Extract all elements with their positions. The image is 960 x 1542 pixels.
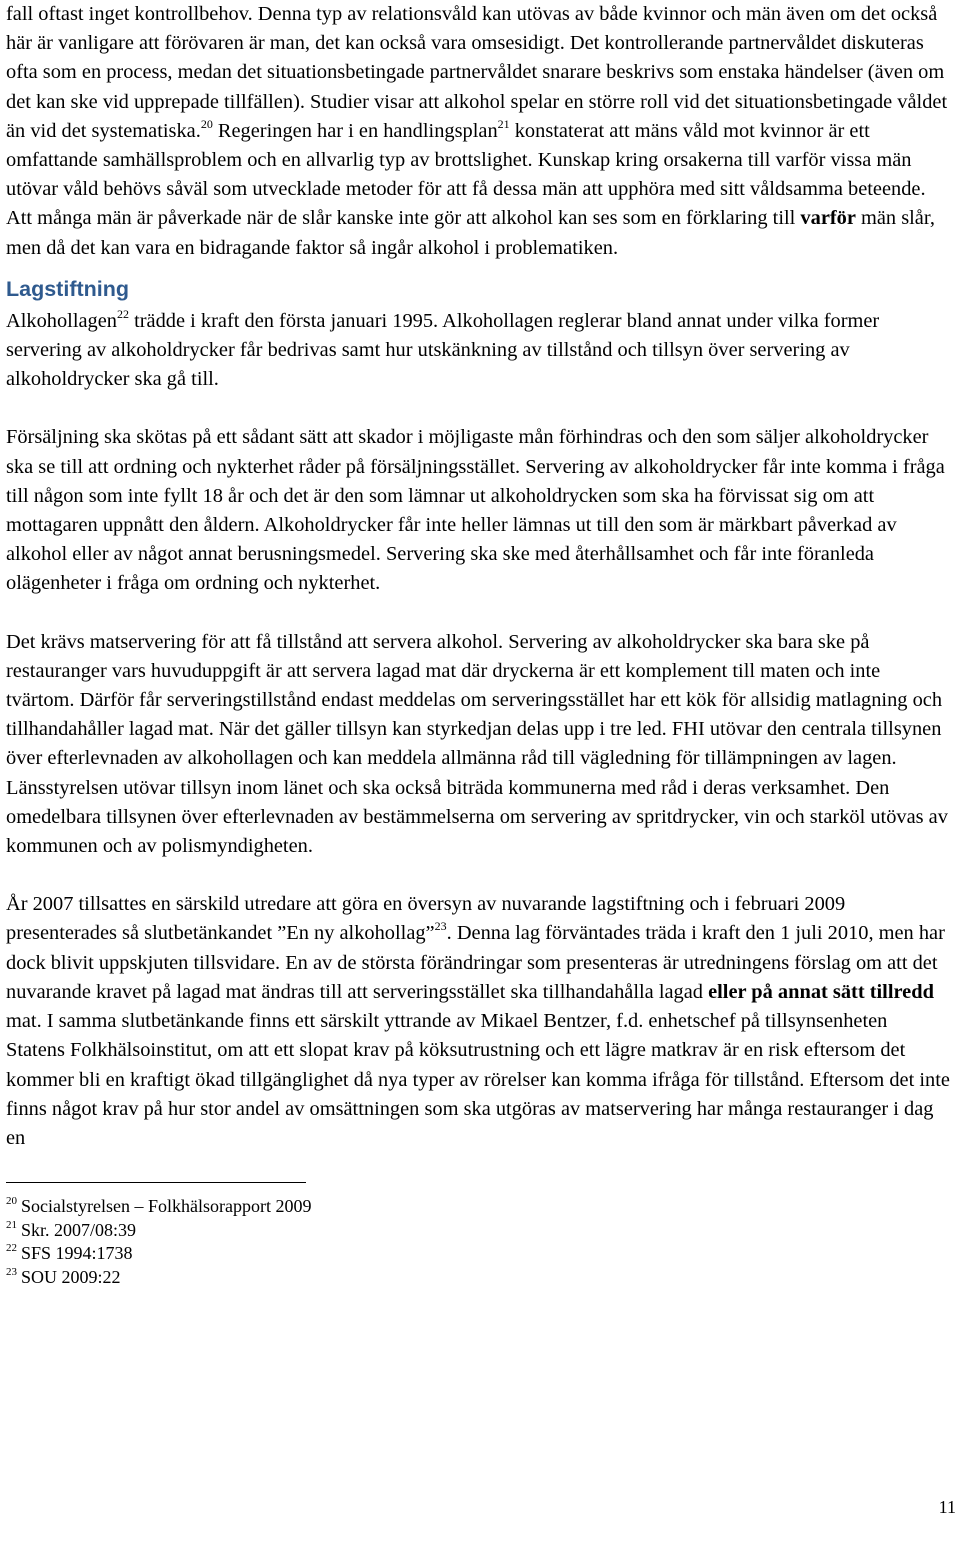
- footnote-ref: 21: [497, 116, 510, 131]
- footnote-text: Skr. 2007/08:39: [21, 1219, 137, 1240]
- paragraph-text: År 2007 tillsattes en särskild utredare att göra en översyn av nuvarande lagstiftning och i februari 2009 presenterades så slutbetänkandet ”En ny alkohollag”: [6, 893, 846, 945]
- footnote-item: [6, 1242, 950, 1266]
- footnote-item: [6, 1266, 950, 1290]
- paragraph-text: fall oftast inget kontrollbehov. Denna typ av relationsvåld kan utövas av både kvinnor och män även om det också här är vanligare att förövaren är man, det kan också vara omsesidigt. Det kontrollerande partnervåldet diskuteras ofta som en process, medan det situationsbetingade partnervåldet snarare beskrivs som enstaka händelser (även om det kan ske vid upprepade tillfällen). Studier visar att alkohol spelar en större roll vid det situationsbetingade våldet än vid det systematiska.: [6, 3, 948, 142]
- footnote-number: 20: [6, 1195, 17, 1208]
- footnote-item: [6, 1195, 950, 1219]
- footnote-text: SFS 1994:1738: [21, 1243, 133, 1264]
- paragraph-gap: [6, 599, 950, 628]
- footnote-number: 22: [6, 1242, 17, 1255]
- paragraph-intro: [6, 0, 950, 263]
- paragraph-gap: [6, 861, 950, 890]
- footnotes: [6, 1195, 950, 1289]
- bold-text: varför: [800, 207, 856, 230]
- document-page: [6, 0, 950, 1289]
- paragraph-text: . Denna lag förväntades träda i kraft den 1 juli 2010, men har dock blivit uppskjuten tillsvidare. En av de största förändringar som presenteras är utredningens förslag om att det nuvarande kravet på lagad mat ändras till att serveringsstället ska tillhandahålla lagad: [6, 922, 945, 1003]
- paragraph-gap: [6, 394, 950, 423]
- footnote-ref: 23: [434, 919, 447, 934]
- footnote-item: [6, 1219, 950, 1243]
- paragraph-text: Alkohollagen: [6, 309, 117, 332]
- footnote-divider: [6, 1182, 306, 1183]
- paragraph-text: konstaterat att mäns våld mot kvinnor är ett omfattande samhällsproblem och en allvarlig typ av brottslighet. Kunskap kring orsakerna till varför vissa män utövar våld behövs såväl som utvecklade metoder för att få dessa män att upphöra med sitt våldsamma beteende. Att många män är påverkade när de slår kanske inte gör att alkohol kan ses som en förklaring till: [6, 119, 926, 230]
- paragraph-sales: Försäljning ska skötas på ett sådant sätt att skador i möjligaste mån förhindras och den som säljer alkoholdrycker ska se till att ordning och nykterhet råder på försäljningsstället. Servering av alkoholdrycker får inte komma i fråga till någon som inte fyllt 18 år och det är den som lämnar ut alkoholdrycken som ska ha förvissat sig om att mottagaren uppnått den åldern. Alkoholdrycker får inte heller lämnas ut till den som är märkbart påverkad av alkohol eller av något annat berusningsmedel. Servering ska ske med återhållsamhet och får inte föranleda olägenheter i fråga om ordning och nykterhet.: [6, 426, 945, 595]
- page-number: 11: [938, 1497, 956, 1517]
- footnote-ref: 20: [200, 116, 213, 131]
- paragraph-text: trädde i kraft den första januari 1995. Alkohollagen reglerar bland annat under vilka former servering av alkoholdrycker får bedrivas samt hur utskänkning av tillstånd och tillsyn över servering av alkoholdrycker ska gå till.: [6, 309, 880, 391]
- paragraph-text: mat. I samma slutbetänkande finns ett särskilt yttrande av Mikael Bentzer, f.d. enhetschef på tillsynsenheten Statens Folkhälsoinstitut, om att ett slopat krav på köksutrustning och ett lägre matkrav är en risk eftersom det kommer bli en kraftigt ökad tillgänglighet då nya typer av rörelser kan komma ifråga för tillstånd. Eftersom det inte finns något krav på hur stor andel av omsättningen som ska utgöras av matservering har många restauranger i dag en: [6, 1010, 950, 1149]
- bold-text: eller på annat sätt tillredd: [708, 980, 934, 1003]
- paragraph-food: Det krävs matservering för att få tillstånd att servera alkohol. Servering av alkoholdrycker ska bara ske på restauranger vars huvuduppgift är att servera lagad mat där dryckerna är ett komplement till maten och inte tvärtom. Därför får serveringstillstånd endast meddelas om serveringsstället har ett kök för allsidig matlagning och tillhandahåller lagad mat. När det gäller tillsyn kan styrkedjan delas upp i tre led. FHI utövar den centrala tillsynen över efterlevnaden av alkohollagen och kan meddela allmänna råd till vägledning för tillämpningen av lagen. Länsstyrelsen utövar tillsyn inom länet och ska också biträda kommunerna med råd i deras verksamhet. Den omedelbara tillsynen över efterlevnaden av bestämmelserna om servering av spritdrycker, vin och starköl utövas av kommunen och av polismyndigheten.: [6, 630, 948, 858]
- paragraph-text: män slår, men då det kan vara en bidragande faktor så ingår alkohol i problematiken.: [6, 207, 935, 259]
- footnote-number: 21: [6, 1218, 17, 1231]
- footnote-number: 23: [6, 1265, 17, 1278]
- paragraph-text: Regeringen har i en handlingsplan: [212, 119, 498, 142]
- footnote-ref: 22: [117, 306, 129, 321]
- footnote-text: SOU 2009:22: [21, 1266, 121, 1287]
- footnote-text: Socialstyrelsen – Folkhälsorapport 2009: [21, 1196, 312, 1217]
- paragraph-law: [6, 307, 950, 395]
- section-heading: Lagstiftning: [6, 276, 130, 301]
- paragraph-2007: [6, 890, 950, 1153]
